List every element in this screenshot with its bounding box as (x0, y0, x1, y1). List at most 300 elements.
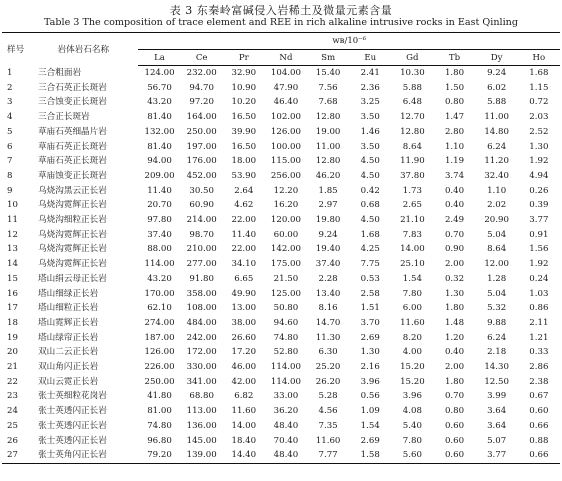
value-la: 62.10 (147, 303, 172, 314)
header-element-ho: Ho (518, 50, 560, 66)
value-tb: 0.60 (433, 448, 475, 463)
rock-name: 张士英透闪正长岩 (38, 435, 107, 446)
value-ho: 0.66 (518, 448, 560, 463)
value-la: 20.70 (147, 200, 172, 211)
value-ho: 4.94 (529, 170, 549, 181)
rock-name: 塔山绿帘正长岩 (38, 332, 99, 343)
value-ho: 2.38 (529, 376, 549, 387)
value-ce: 136.00 (186, 420, 217, 431)
sample-number: 9 (7, 185, 13, 196)
sample-number: 25 (7, 420, 18, 431)
value-tb: 1.47 (444, 112, 465, 123)
value-pr: 14.40 (223, 448, 265, 463)
value-sm: 37.40 (315, 259, 341, 270)
rock-name: 乌烧沟细粒正长岩 (38, 215, 107, 226)
header-element-nd: Nd (265, 50, 307, 66)
rock-name: 张士英透闪正长岩 (38, 420, 107, 431)
value-eu: 1.51 (360, 303, 380, 314)
table-row (2, 419, 560, 434)
value-tb: 1.48 (444, 317, 465, 328)
value-tb: 0.90 (444, 244, 465, 255)
value-la: 170.00 (144, 288, 175, 299)
value-dy: 2.18 (487, 347, 507, 358)
rock-name: 草庙蚀变正长斑岩 (38, 170, 107, 181)
value-gd: 8.20 (402, 332, 422, 343)
rock-name: 草庙石英正长斑岩 (38, 141, 107, 152)
value-tb: 0.60 (444, 435, 465, 446)
value-gd: 4.00 (402, 347, 422, 358)
value-ho: 0.39 (529, 200, 549, 211)
value-eu: 3.50 (360, 141, 380, 152)
value-nd: 60.00 (273, 229, 299, 240)
value-gd: 2.65 (402, 200, 422, 211)
value-ho: 0.60 (529, 406, 549, 417)
value-nd: 47.90 (273, 82, 299, 93)
value-ce: 30.50 (189, 185, 214, 196)
sample-number: 20 (7, 347, 18, 358)
value-nd: 256.00 (270, 170, 301, 181)
value-nd: 175.00 (270, 259, 301, 270)
value-ho: 0.24 (529, 273, 549, 284)
table-row (2, 389, 560, 404)
table-row (2, 169, 560, 184)
value-sm: 11.60 (315, 435, 341, 446)
value-eu: 4.50 (360, 215, 380, 226)
value-pr: 26.60 (231, 332, 257, 343)
value-sm: 1.85 (318, 185, 338, 196)
sample-number: 3 (7, 97, 13, 108)
value-eu: 0.68 (360, 200, 380, 211)
value-eu: 7.75 (360, 259, 380, 270)
value-sm: 14.70 (315, 317, 341, 328)
value-ho: 1.92 (529, 156, 549, 167)
value-dy: 8.64 (487, 244, 507, 255)
value-la: 274.00 (144, 317, 175, 328)
value-gd: 7.80 (402, 435, 422, 446)
value-tb: 0.80 (444, 97, 465, 108)
sample-number: 22 (7, 376, 18, 387)
value-eu: 2.36 (360, 82, 380, 93)
value-ce: 210.00 (186, 244, 217, 255)
value-dy: 2.02 (487, 200, 507, 211)
table-row (2, 257, 560, 272)
value-pr: 46.00 (231, 362, 257, 373)
rock-name: 双山二云正长岩 (38, 347, 99, 358)
value-sm: 26.20 (315, 376, 341, 387)
value-gd: 15.20 (400, 376, 425, 387)
value-ce: 91.80 (189, 273, 214, 284)
value-pr: 4.62 (234, 200, 254, 211)
value-la: 81.40 (147, 112, 172, 123)
value-tb: 1.50 (444, 82, 465, 93)
value-ho: 1.21 (529, 332, 549, 343)
sample-number: 21 (7, 362, 18, 373)
value-dy: 3.99 (487, 391, 507, 402)
value-eu: 3.50 (360, 112, 380, 123)
value-la: 226.00 (144, 362, 175, 373)
rock-name: 双山云霓正长岩 (38, 376, 99, 387)
value-ce: 98.70 (189, 229, 214, 240)
value-tb: 1.80 (444, 376, 465, 387)
header-unit: wʙ/10⁻⁶ (138, 33, 560, 50)
value-dy: 5.04 (487, 229, 507, 240)
table-row (2, 125, 560, 140)
value-ce: 97.20 (189, 97, 214, 108)
value-la: 43.20 (147, 97, 172, 108)
value-ho: 3.77 (529, 215, 549, 226)
header-rock-name: 岩体岩石名称 (28, 33, 138, 66)
value-eu: 2.69 (360, 435, 380, 446)
value-gd: 3.96 (402, 391, 422, 402)
value-pr: 38.00 (231, 317, 257, 328)
value-pr: 10.90 (231, 82, 257, 93)
value-gd: 6.48 (402, 97, 422, 108)
value-sm: 5.28 (318, 391, 338, 402)
value-ho: 0.72 (529, 97, 549, 108)
sample-number: 15 (7, 273, 18, 284)
value-tb: 2.00 (444, 362, 465, 373)
value-pr: 6.65 (234, 273, 254, 284)
value-pr: 14.00 (231, 420, 257, 431)
value-la: 132.00 (144, 126, 175, 137)
value-nd: 94.60 (273, 317, 299, 328)
table-row (2, 272, 560, 287)
value-tb: 3.74 (444, 170, 465, 181)
header-element-dy: Dy (476, 50, 518, 66)
value-ce: 242.00 (186, 332, 217, 343)
value-eu: 3.96 (360, 376, 380, 387)
value-nd: 142.00 (270, 244, 301, 255)
value-dy: 11.00 (484, 112, 509, 123)
value-gd: 37.80 (400, 170, 425, 181)
rock-name: 塔山霓辉正长岩 (38, 317, 99, 328)
sample-number: 23 (7, 391, 18, 402)
value-eu: 3.25 (360, 97, 380, 108)
ree-composition-table (2, 32, 560, 464)
value-gd: 7.83 (402, 229, 422, 240)
value-la: 79.20 (138, 448, 180, 463)
value-ho: 2.52 (529, 126, 549, 137)
value-eu: 4.25 (360, 244, 380, 255)
value-sm: 8.16 (318, 303, 338, 314)
value-gd: 6.00 (402, 303, 422, 314)
value-tb: 0.40 (444, 200, 465, 211)
value-pr: 11.40 (231, 229, 257, 240)
value-gd: 5.88 (402, 82, 422, 93)
value-la: 97.80 (147, 215, 172, 226)
table-row (2, 331, 560, 346)
value-ce: 172.00 (186, 347, 217, 358)
value-ce: 484.00 (186, 317, 217, 328)
value-tb: 0.40 (444, 185, 465, 196)
value-pr: 39.90 (231, 126, 257, 137)
value-ho: 0.88 (529, 435, 549, 446)
value-dy: 5.88 (487, 97, 507, 108)
table-row (2, 316, 560, 331)
value-sm: 9.24 (318, 229, 338, 240)
value-gd: 10.30 (400, 68, 425, 78)
rock-name: 张士英细粒花岗岩 (38, 391, 107, 402)
table-row (2, 154, 560, 169)
rock-name: 塔山细粒正长岩 (38, 303, 99, 314)
value-sm: 11.00 (315, 141, 341, 152)
rock-name: 乌烧沟霓辉正长岩 (38, 244, 107, 255)
value-sm: 7.77 (307, 448, 349, 463)
value-la: 41.80 (147, 391, 172, 402)
value-gd: 11.90 (400, 156, 425, 167)
value-gd: 1.54 (402, 273, 422, 284)
value-ho: 1.56 (529, 244, 549, 255)
value-dy: 6.02 (487, 82, 507, 93)
value-tb: 0.60 (444, 420, 465, 431)
rock-name: 草庙石英正长斑岩 (38, 156, 107, 167)
value-eu: 0.56 (360, 391, 380, 402)
value-eu: 1.54 (360, 420, 380, 431)
rock-name: 塔山绢云母正长岩 (38, 273, 107, 284)
table-row (2, 140, 560, 155)
value-sm: 4.56 (318, 406, 338, 417)
header-element-la: La (138, 50, 180, 66)
sample-number: 17 (7, 303, 18, 314)
value-ce: 250.00 (186, 126, 217, 137)
value-ce: 341.00 (186, 376, 217, 387)
rock-name: 乌烧沟黑云正长岩 (38, 185, 107, 196)
value-nd: 126.00 (270, 126, 301, 137)
value-la: 43.20 (147, 273, 172, 284)
table-row (2, 228, 560, 243)
value-dy: 6.24 (487, 141, 507, 152)
value-nd: 48.40 (273, 420, 299, 431)
value-sm: 19.00 (315, 126, 341, 137)
value-ho: 0.26 (529, 185, 549, 196)
value-nd: 125.00 (270, 288, 301, 299)
value-nd: 52.80 (273, 347, 299, 358)
value-sm: 7.68 (318, 97, 338, 108)
rock-name: 张士英角闪正长岩 (28, 448, 138, 463)
table-caption-english: Table 3 The composition of trace element and REE in rich alkaline intrusive rocks in East Qinling (43, 17, 518, 28)
sample-number: 1 (7, 67, 13, 78)
value-nd: 114.00 (270, 376, 301, 387)
sample-number: 5 (7, 126, 13, 137)
value-gd: 14.00 (400, 244, 425, 255)
value-ce: 164.00 (186, 112, 217, 123)
value-dy: 9.24 (487, 68, 507, 78)
value-gd: 4.08 (402, 406, 422, 417)
value-ce: 139.00 (181, 448, 223, 463)
value-ho: 0.86 (529, 303, 549, 314)
value-la: 114.00 (144, 259, 175, 270)
value-la: 187.00 (144, 332, 175, 343)
value-nd: 48.40 (265, 448, 307, 463)
value-nd: 120.00 (270, 215, 301, 226)
value-pr: 17.20 (231, 347, 257, 358)
value-pr: 16.50 (231, 141, 257, 152)
value-la: 126.00 (144, 347, 175, 358)
value-pr: 6.82 (234, 391, 254, 402)
value-gd: 25.10 (400, 259, 425, 270)
value-sm: 13.40 (315, 288, 341, 299)
value-sm: 2.28 (318, 273, 338, 284)
value-eu: 0.42 (360, 185, 380, 196)
value-tb: 1.80 (444, 303, 465, 314)
value-tb: 1.20 (444, 332, 465, 343)
value-nd: 46.40 (273, 97, 299, 108)
value-pr: 49.90 (231, 288, 257, 299)
value-ce: 197.00 (186, 141, 217, 152)
value-ho: 1.03 (529, 288, 549, 299)
value-tb: 0.32 (444, 273, 465, 284)
rock-name: 三合石英正长斑岩 (38, 82, 107, 93)
value-gd: 5.40 (402, 420, 422, 431)
header-element-pr: Pr (223, 50, 265, 66)
value-pr: 11.60 (231, 406, 257, 417)
value-tb: 2.80 (444, 126, 465, 137)
value-ce: 214.00 (186, 215, 217, 226)
value-eu: 1.68 (360, 229, 380, 240)
sample-number: 16 (7, 288, 18, 299)
value-la: 88.00 (147, 244, 172, 255)
value-gd: 7.80 (402, 288, 422, 299)
header-element-ce: Ce (181, 50, 223, 66)
value-ce: 358.00 (186, 288, 217, 299)
table-row (2, 448, 560, 463)
header-sample-number: 样号 (2, 33, 28, 66)
value-eu: 0.53 (360, 273, 380, 284)
value-la: 81.40 (147, 141, 172, 152)
sample-number: 18 (7, 317, 18, 328)
sample-number: 14 (7, 259, 18, 270)
value-eu: 1.46 (360, 126, 380, 137)
value-tb: 0.80 (444, 406, 465, 417)
value-eu: 4.50 (360, 170, 380, 181)
value-nd: 115.00 (270, 156, 301, 167)
value-nd: 114.00 (270, 362, 301, 373)
value-ho: 1.30 (529, 141, 549, 152)
value-ce: 108.00 (186, 303, 217, 314)
value-dy: 1.28 (487, 273, 507, 284)
value-pr: 10.20 (231, 97, 257, 108)
rock-name: 乌烧沟霓辉正长岩 (38, 229, 107, 240)
value-dy: 9.88 (487, 317, 507, 328)
table-row (2, 375, 560, 390)
value-nd: 74.80 (273, 332, 299, 343)
value-la: 11.40 (147, 185, 172, 196)
value-pr: 22.00 (231, 215, 257, 226)
value-ce: 145.00 (186, 435, 217, 446)
value-dy: 14.80 (484, 126, 509, 137)
rock-name: 三合蚀变正长斑岩 (38, 97, 107, 108)
rock-name: 双山角闪正长岩 (38, 362, 99, 373)
value-ho: 2.86 (529, 362, 549, 373)
value-la: 37.40 (147, 229, 172, 240)
value-ce: 232.00 (186, 68, 217, 78)
value-ce: 176.00 (186, 156, 217, 167)
value-dy: 5.32 (487, 303, 507, 314)
table-row (2, 95, 560, 110)
table-row (2, 110, 560, 125)
value-tb: 2.00 (444, 259, 465, 270)
value-tb: 0.40 (444, 347, 465, 358)
value-sm: 12.80 (315, 112, 341, 123)
header-element-gd: Gd (391, 50, 433, 66)
header-element-tb: Tb (433, 50, 475, 66)
value-dy: 6.24 (487, 332, 507, 343)
value-ho: 1.15 (529, 82, 549, 93)
value-ce: 113.00 (186, 406, 217, 417)
value-la: 209.00 (144, 170, 175, 181)
value-dy: 3.64 (487, 420, 507, 431)
value-nd: 33.00 (273, 391, 299, 402)
value-tb: 1.19 (444, 156, 465, 167)
table-header (2, 33, 560, 66)
value-ce: 94.70 (189, 82, 214, 93)
value-dy: 3.77 (476, 448, 518, 463)
sample-number: 4 (7, 112, 13, 123)
sample-number: 6 (7, 141, 13, 152)
value-sm: 19.40 (315, 244, 341, 255)
value-tb: 1.80 (444, 68, 465, 78)
sample-number: 19 (7, 332, 18, 343)
sample-number: 13 (7, 244, 18, 255)
table-row (2, 184, 560, 199)
value-eu: 3.70 (360, 317, 380, 328)
sample-number: 10 (7, 200, 18, 211)
value-pr: 32.90 (231, 68, 257, 78)
value-nd: 50.80 (273, 303, 299, 314)
value-eu: 1.58 (349, 448, 391, 463)
value-tb: 0.70 (444, 229, 465, 240)
table-caption-chinese: 表 3 东秦岭富碱侵入岩稀土及微量元素含量 (169, 4, 393, 17)
value-sm: 15.40 (315, 68, 341, 78)
value-sm: 11.30 (315, 332, 341, 343)
value-nd: 104.00 (270, 68, 301, 78)
value-eu: 2.16 (360, 362, 380, 373)
value-eu: 2.58 (360, 288, 380, 299)
sample-number: 11 (7, 215, 18, 226)
value-pr: 18.00 (231, 156, 257, 167)
value-gd: 21.10 (400, 215, 425, 226)
value-dy: 5.04 (487, 288, 507, 299)
value-pr: 53.90 (231, 170, 257, 181)
value-la: 96.80 (147, 435, 172, 446)
table-row (2, 360, 560, 375)
table-row (2, 301, 560, 316)
value-dy: 11.20 (484, 156, 509, 167)
value-eu: 1.30 (360, 347, 380, 358)
value-tb: 2.49 (444, 215, 465, 226)
value-pr: 34.10 (231, 259, 257, 270)
value-ho: 1.92 (529, 259, 549, 270)
value-dy: 3.64 (487, 406, 507, 417)
value-ce: 68.80 (189, 391, 214, 402)
value-ho: 0.33 (529, 347, 549, 358)
value-tb: 0.70 (444, 391, 465, 402)
rock-name: 乌烧沟霓辉正长岩 (38, 200, 107, 211)
sample-number: 24 (7, 406, 18, 417)
value-sm: 7.35 (318, 420, 338, 431)
table-body (2, 66, 560, 464)
value-gd: 5.60 (391, 448, 433, 463)
value-la: 124.00 (144, 68, 175, 78)
table-row (2, 404, 560, 419)
value-gd: 12.80 (400, 126, 425, 137)
table-row (2, 287, 560, 302)
value-dy: 12.00 (484, 259, 509, 270)
table-row (2, 213, 560, 228)
table-row (2, 66, 560, 81)
value-sm: 6.30 (318, 347, 338, 358)
value-dy: 20.90 (484, 215, 509, 226)
